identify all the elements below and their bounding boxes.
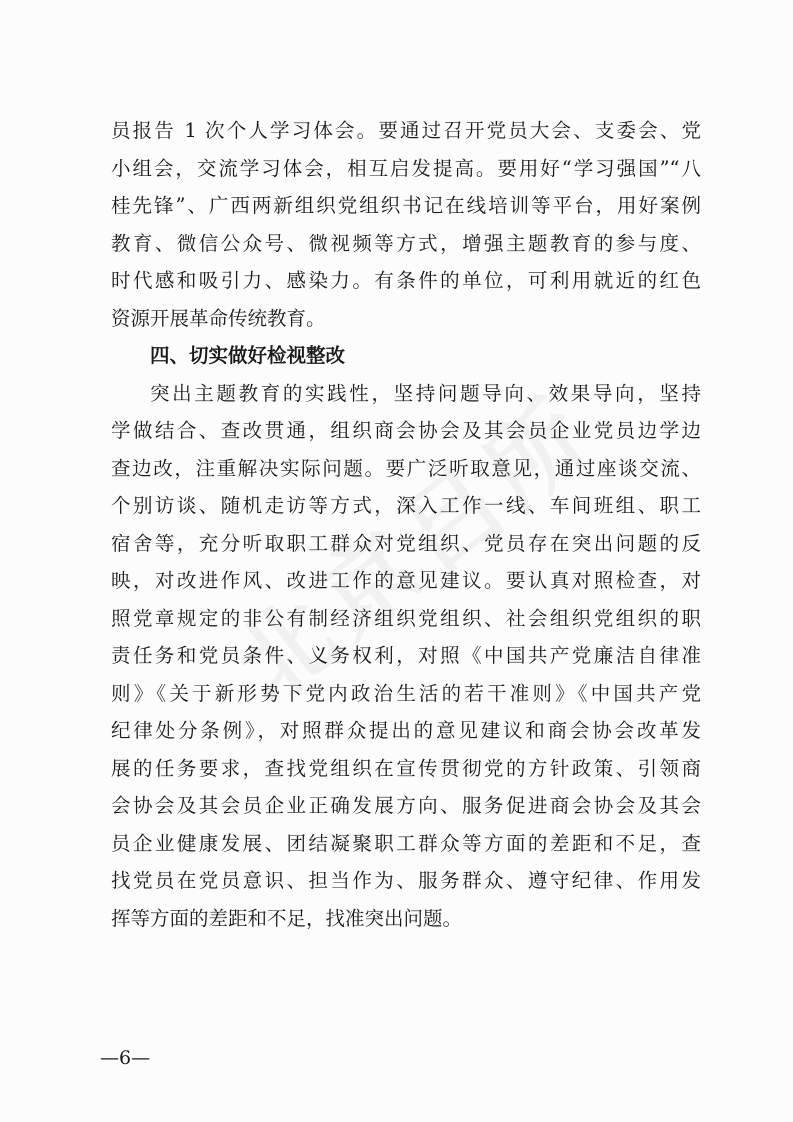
- paragraph-line: 责任务和党员条件、义务权利，对照《中国共产党廉洁自律准: [111, 644, 701, 667]
- page-number: —6—: [100, 1047, 151, 1069]
- paragraph-line: 时代感和吸引力、感染力。有条件的单位，可利用就近的红色: [111, 269, 701, 292]
- paragraph-line: 突出主题教育的实践性，坚持问题导向、效果导向，坚持: [150, 381, 701, 405]
- paragraph-line: 查边改，注重解决实际问题。要广泛听取意见，通过座谈交流、: [111, 456, 701, 480]
- paragraph-line: 学做结合、查改贯通，组织商会协会及其会员企业党员边学边: [111, 419, 701, 442]
- paragraph-line: 映，对改进作风、改进工作的意见建议。要认真对照检查，对: [111, 569, 701, 592]
- paragraph-line: 会协会及其会员企业正确发展方向、服务促进商会协会及其会: [111, 794, 701, 817]
- body-text: [111, 112, 701, 937]
- paragraph-line: 找党员在党员意识、担当作为、服务群众、遵守纪律、作用发: [111, 869, 701, 892]
- paragraph-line: 纪律处分条例》，对照群众提出的意见建议和商会协会改革发: [111, 719, 701, 742]
- paragraph-line: 桂先锋”、广西两新组织党组织书记在线培训等平台，用好案例: [111, 194, 701, 217]
- section-heading: 四、切实做好检视整改: [150, 344, 346, 367]
- paragraph-line: 教育、微信公众号、微视频等方式，增强主题教育的参与度、: [111, 231, 701, 255]
- paragraph-line: 小组会，交流学习体会，相互启发提高。要用好“学习强国”“八: [111, 156, 701, 180]
- paragraph-line: 宿舍等，充分听取职工群众对党组织、党员存在突出问题的反: [111, 531, 701, 555]
- paragraph-line: 挥等方面的差距和不足，找准突出问题。: [111, 906, 463, 930]
- paragraph-line: 资源开展革命传统教育。: [111, 306, 326, 330]
- paragraph-line: 员企业健康发展、团结凝聚职工群众等方面的差距和不足，查: [111, 831, 701, 855]
- paragraph-line: 员报告 1 次个人学习体会。要通过召开党员大会、支委会、党: [111, 119, 701, 142]
- paragraph-line: 个别访谈、随机走访等方式，深入工作一线、车间班组、职工: [111, 494, 701, 517]
- paragraph-line: 照党章规定的非公有制经济组织党组织、社会组织党组织的职: [111, 606, 701, 630]
- paragraph-line: 展的任务要求，查找党组织在宣传贯彻党的方针政策、引领商: [111, 756, 701, 780]
- paragraph-line: 则》《关于新形势下党内政治生活的若干准则》《中国共产党: [111, 681, 701, 705]
